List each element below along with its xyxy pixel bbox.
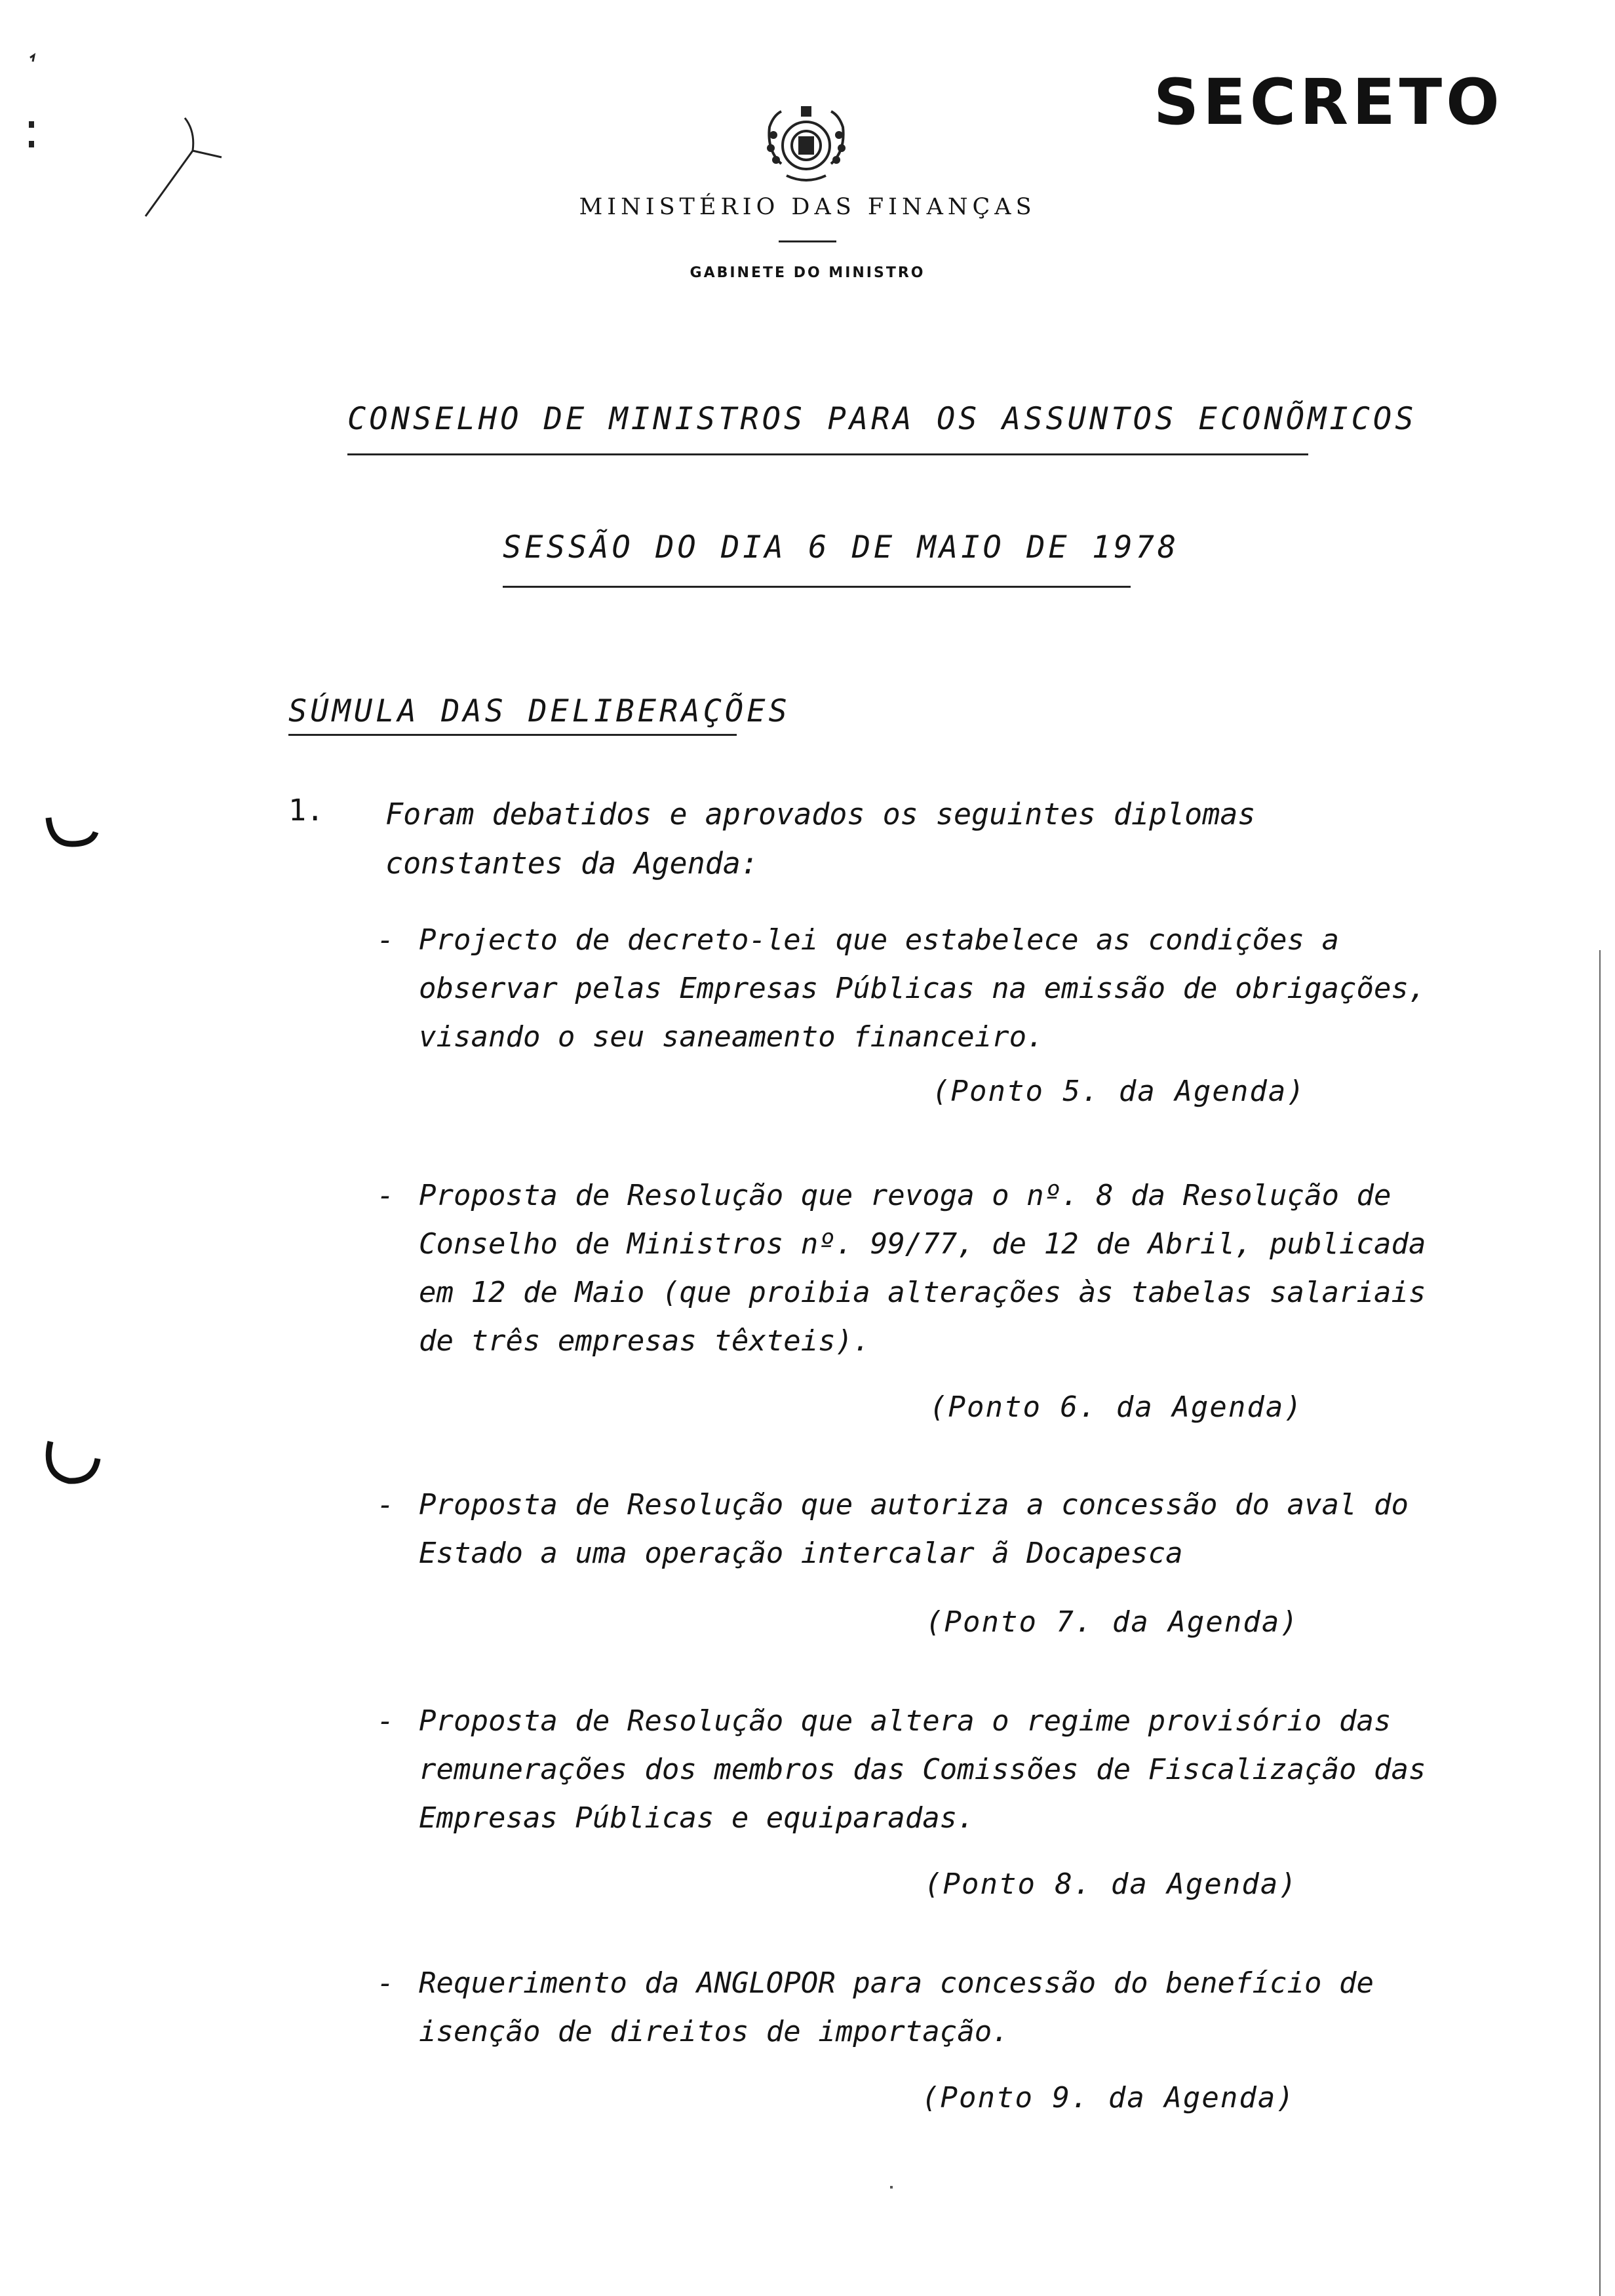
cabinet-name: GABINETE DO MINISTRO	[690, 265, 925, 281]
agenda-reference: (Ponto 7. da Agenda)	[925, 1605, 1299, 1639]
margin-colon-mark	[25, 115, 38, 154]
list-dash: -	[377, 1488, 395, 1521]
list-dash: -	[377, 1966, 395, 2000]
agenda-reference: (Ponto 8. da Agenda)	[924, 1867, 1298, 1901]
list-item-text: Projecto de decreto-lei que estabelece as condições a observar pelas Empresas Públicas na emissão de obrigações, visando o seu saneamento financeiro.	[419, 923, 1426, 1054]
coat-of-arms-icon	[747, 98, 865, 197]
summary-title-underline	[288, 734, 737, 736]
classification-stamp: SECRETO	[1154, 66, 1504, 139]
item-intro: Foram debatidos e aprovados os seguintes diplomas constantes da Agenda:	[385, 797, 1256, 881]
session-title-underline	[503, 586, 1131, 588]
council-title-underline	[347, 453, 1308, 455]
list-dash: -	[377, 923, 395, 957]
agenda-reference: (Ponto 5. da Agenda)	[932, 1075, 1306, 1108]
page-edge-line	[1599, 950, 1601, 2296]
binding-hole-mark	[36, 1422, 108, 1494]
list-dash: -	[377, 1179, 395, 1212]
council-title: CONSELHO DE MINISTROS PARA OS ASSUNTOS ECONÕMICOS	[347, 401, 1417, 437]
ministry-name: MINISTÉRIO DAS FINANÇAS	[579, 194, 1036, 220]
item-number: 1.	[288, 793, 324, 828]
list-item-text: Proposta de Resolução que altera o regime provisório das remunerações dos membros das Comissões de Fiscalização das Empresas Públicas e equiparadas.	[419, 1704, 1426, 1835]
margin-tick-mark	[26, 52, 39, 72]
letterhead-divider	[779, 240, 836, 242]
agenda-reference: (Ponto 6. da Agenda)	[929, 1390, 1303, 1424]
binding-hole-mark	[39, 813, 105, 852]
summary-title: SÚMULA DAS DELIBERAÇÕES	[288, 693, 790, 729]
list-item-text: Proposta de Resolução que autoriza a concessão do aval do Estado a uma operação intercalar ã Docapesca	[419, 1488, 1409, 1570]
list-item-text: Requerimento da ANGLOPOR para concessão do benefício de isenção de direitos de importação.	[419, 1966, 1374, 2048]
list-dash: -	[377, 1704, 395, 1738]
scan-speck	[890, 2186, 893, 2189]
list-item-text: Proposta de Resolução que revoga o nº. 8 da Resolução de Conselho de Ministros nº. 99/77, de 12 de Abril, publicada em 12 de Maio (que proibia alterações às tabelas salariais de três empresas têxteis).	[419, 1179, 1426, 1358]
agenda-reference: (Ponto 9. da Agenda)	[922, 2081, 1295, 2114]
session-title: SESSÃO DO DIA 6 DE MAIO DE 1978	[503, 529, 1180, 565]
